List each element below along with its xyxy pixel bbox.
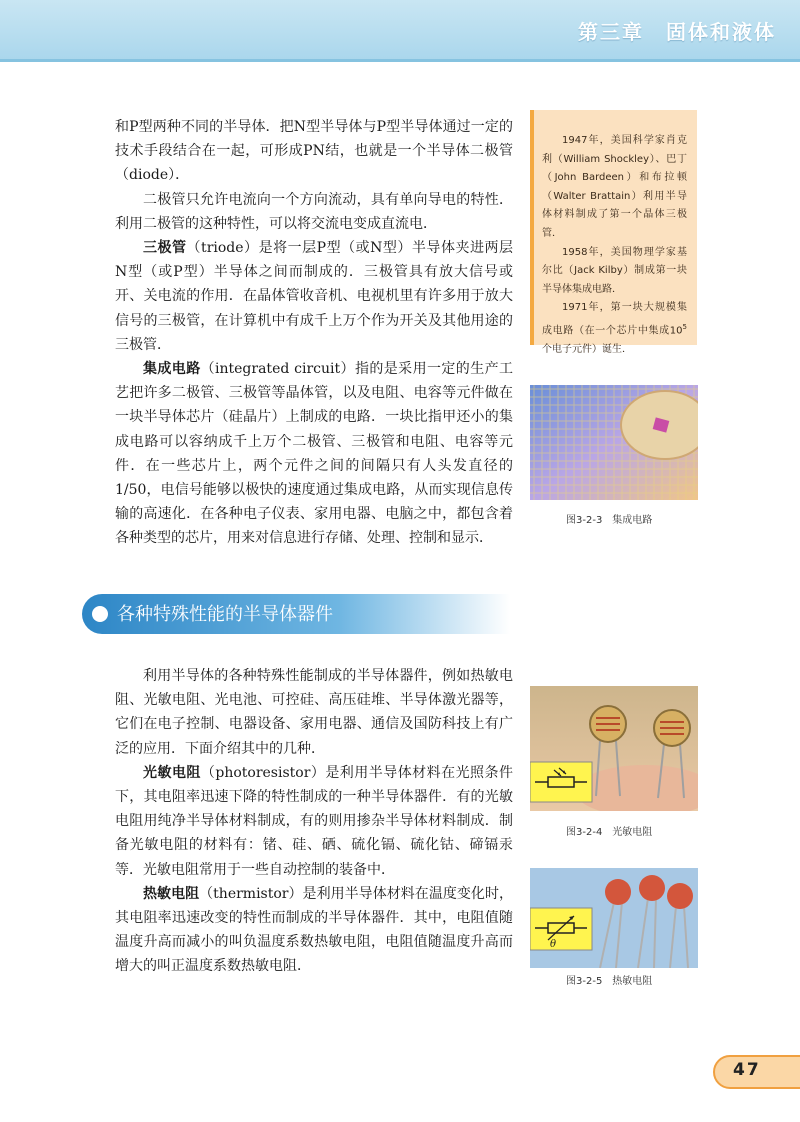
figure-caption-thermistor: 图3-2-5 热敏电阻 (566, 976, 653, 987)
section-bullet-icon (92, 606, 108, 622)
paragraph-diode: 二极管只允许电流向一个方向流动，具有单向导电的特性．利用二极管的这种特性，可以将交流电变成直流电． (115, 191, 513, 232)
thermistor-photo (530, 868, 698, 968)
sidebar-note-1971: 1971年，第一块大规模集成电路（在一个芯片中集成$10^5$个电子元件）诞生． (542, 302, 687, 355)
section-title: 各种特殊性能的半导体器件 (117, 604, 333, 625)
sidebar-note-1947: 1947年，美国科学家肖克利（William Shockley）、巴丁（John Bardeen）和布拉顿（Walter Brattain）利用半导体材料制成了第一个晶体三极管． (542, 135, 687, 239)
paragraph-special-devices: 利用半导体的各种特殊性能制成的半导体器件，例如热敏电阻、光敏电阻、光电池、可控硅、高压硅堆、半导体激光器等，它们在电子控制、电器设备、家用电器、通信及国防科技上有广泛的应用．下面介绍其中的几种． (115, 668, 513, 757)
body-text-bottom (115, 664, 513, 979)
thermistor-text: （thermistor）是利用半导体材料在温度变化时，其电阻率迅速改变的特性而制成的半导体器件．其中，电阻值随温度升高而减小的叫负温度系数热敏电阻，电阻值随温度升高而增大的叫正温度系数热敏电阻． (115, 885, 514, 975)
term-photoresistor: 光敏电阻 (143, 764, 201, 781)
paragraph-pn-junction: 和P型两种不同的半导体．把N型半导体与P型半导体通过一定的技术手段结合在一起，可形成PN结，也就是一个半导体二极管（diode）． (115, 119, 513, 184)
body-text-top (115, 115, 513, 551)
paragraph-integrated-circuit (115, 357, 513, 551)
integrated-circuit-text: （integrated circuit）指的是采用一定的生产工艺把许多二极管、三极管等晶体管，以及电阻、电容等元件做在一块半导体芯片（硅晶片）上制成的电路．一块比指甲还小的集成电路可以容纳成千上万个二极管、三极管和电阻、电容等元件．在一些芯片上，两个元件之间的间隔只有人头发直径的1/50，电信号能够以极快的速度通过集成电路，从而实现信息传输的高速化．在各种电子仪表、家用电器、电脑之中，都包含着各种类型的芯片，用来对信息进行存储、处理、控制和显示． (115, 361, 514, 547)
history-sidebar-note (530, 110, 697, 355)
thermistor-symbol-label: θ (550, 939, 557, 950)
figure-caption-photoresistor: 图3-2-4 光敏电阻 (566, 827, 653, 838)
figure-caption-ic: 图3-2-3 集成电路 (566, 515, 653, 526)
photoresistor-text: （photoresistor）是利用半导体材料在光照条件下，其电阻率迅速下降的特性制成的一种半导体器件．有的光敏电阻用纯净半导体材料制成，有的则用掺杂半导体材料制成．制备光敏电阻的材料有：锗、硅、硒、硫化镉、硫化钴、碲镉汞等．光敏电阻常用于一些自动控制的装备中． (115, 764, 513, 878)
paragraph-triode (115, 236, 513, 357)
integrated-circuit-photo (530, 385, 698, 500)
term-thermistor: 热敏电阻 (143, 885, 200, 902)
term-integrated-circuit: 集成电路 (143, 361, 201, 378)
photoresistor-photo (530, 686, 698, 811)
page-number: 47 (733, 1060, 761, 1080)
paragraph-thermistor (115, 882, 513, 979)
term-triode: 三极管 (143, 240, 187, 257)
chapter-title: 第三章 固体和液体 (578, 20, 776, 44)
paragraph-photoresistor (115, 761, 513, 882)
triode-text: （triode）是将一层P型（或N型）半导体夹进两层N型（或P型）半导体之间而制成的．三极管具有放大信号或开、关电流的作用．在晶体管收音机、电视机里有许多用于放大信号的三极管，在计算机中有成千上万个作为开关及其他用途的三极管． (115, 240, 513, 353)
sidebar-note-1958: 1958年，美国物理学家基尔比（Jack Kilby）制成第一块半导体集成电路． (542, 246, 687, 295)
